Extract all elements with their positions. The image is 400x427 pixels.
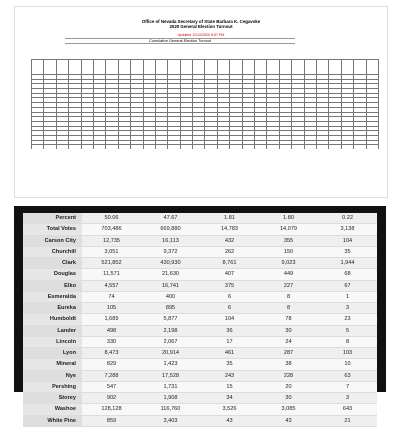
results-row [23, 325, 377, 336]
thumbnail-cell [69, 145, 81, 149]
result-cell: 375 [200, 280, 259, 291]
thumbnail-cell [341, 145, 353, 149]
row-label: Pershing [23, 381, 82, 392]
thumbnail-cell [267, 145, 279, 149]
result-cell: 2,067 [141, 336, 200, 347]
result-cell: 3,051 [82, 246, 141, 257]
results-row [23, 246, 377, 257]
result-cell: 24 [259, 336, 318, 347]
result-cell: 21 [318, 415, 377, 426]
result-cell: 12,735 [82, 235, 141, 246]
thumbnail-header-cell [81, 60, 93, 75]
row-label: Lincoln [23, 336, 82, 347]
result-cell: 68 [318, 269, 377, 280]
row-label: Douglas [23, 269, 82, 280]
thumbnail-cell [354, 145, 366, 149]
thumbnail-header-cell [329, 60, 341, 75]
result-cell: 1,689 [82, 314, 141, 325]
row-label: Churchill [23, 246, 82, 257]
results-row [23, 213, 377, 224]
results-row [23, 280, 377, 291]
result-cell: 859 [82, 415, 141, 426]
result-cell: 104 [318, 235, 377, 246]
report-heading [15, 19, 387, 29]
thumbnail-header-cell [242, 60, 254, 75]
results-row [23, 381, 377, 392]
result-cell: 643 [318, 404, 377, 415]
thumbnail-cell [32, 145, 44, 149]
result-cell: 287 [259, 348, 318, 359]
turnout-report-image [14, 6, 388, 198]
update-note: Updated 11/10/2020 6:57 PM [177, 33, 225, 38]
thumbnail-header-row [32, 60, 379, 75]
cumulative-title: Cumulative General Election Turnout [65, 38, 295, 44]
thumbnail-cell [255, 145, 267, 149]
result-cell: 9,023 [259, 258, 318, 269]
results-row [23, 314, 377, 325]
thumbnail-cell [155, 145, 167, 149]
results-row [23, 269, 377, 280]
results-row [23, 336, 377, 347]
result-cell: 3 [318, 393, 377, 404]
thumbnail-header-cell [69, 60, 81, 75]
results-row [23, 348, 377, 359]
thumbnail-cell [329, 145, 341, 149]
result-cell: 20,914 [141, 348, 200, 359]
result-cell: 17,528 [141, 370, 200, 381]
result-cell: 16,741 [141, 280, 200, 291]
result-cell: 8 [318, 336, 377, 347]
result-cell: 829 [82, 359, 141, 370]
result-cell: 3,138 [318, 224, 377, 235]
results-row [23, 224, 377, 235]
thumbnail-header-cell [255, 60, 267, 75]
result-cell: 103 [318, 348, 377, 359]
result-cell: 355 [259, 235, 318, 246]
thumbnail-header-cell [230, 60, 242, 75]
result-cell: 43 [259, 415, 318, 426]
result-cell: 6 [200, 291, 259, 302]
thumbnail-header-cell [106, 60, 118, 75]
office-title: Office of Nevada Secretary of State Barbara K. Cegavske [141, 19, 261, 24]
result-cell: 8 [259, 291, 318, 302]
result-cell: 1,944 [318, 258, 377, 269]
turnout-table-thumbnail [31, 59, 379, 149]
result-cell: 243 [200, 370, 259, 381]
thumbnail-header-cell [118, 60, 130, 75]
thumbnail-cell [168, 145, 180, 149]
thumbnail-cell [131, 145, 143, 149]
row-label: Humboldt [23, 314, 82, 325]
row-label: Esmeralda [23, 291, 82, 302]
result-cell: 1,908 [141, 393, 200, 404]
results-row [23, 415, 377, 426]
thumbnail-cell [56, 145, 68, 149]
result-cell: 432 [200, 235, 259, 246]
report-title: 2020 General Election Turnout [169, 24, 233, 30]
row-label: White Pine [23, 415, 82, 426]
thumbnail-cell [93, 145, 105, 149]
thumbnail-header-cell [32, 60, 44, 75]
result-cell: 547 [82, 381, 141, 392]
thumbnail-header-cell [366, 60, 378, 75]
thumbnail-row [32, 145, 379, 149]
thumbnail-cell [193, 145, 205, 149]
result-cell: 128,128 [82, 404, 141, 415]
result-cell: 7,288 [82, 370, 141, 381]
thumbnail-header-cell [180, 60, 192, 75]
result-cell: 21,630 [141, 269, 200, 280]
result-cell: 330 [82, 336, 141, 347]
result-cell: 20 [259, 381, 318, 392]
result-cell: 6 [200, 303, 259, 314]
result-cell: 34 [200, 393, 259, 404]
thumbnail-cell [316, 145, 328, 149]
result-cell: 78 [259, 314, 318, 325]
row-label: Eureka [23, 303, 82, 314]
result-cell: 407 [200, 269, 259, 280]
result-cell: 63 [318, 370, 377, 381]
results-row [23, 235, 377, 246]
result-cell: 228 [259, 370, 318, 381]
row-label: Carson City [23, 235, 82, 246]
row-label: Lyon [23, 348, 82, 359]
thumbnail-header-cell [44, 60, 56, 75]
thumbnail-header-cell [93, 60, 105, 75]
results-row [23, 359, 377, 370]
result-cell: 7 [318, 381, 377, 392]
results-row [23, 291, 377, 302]
thumbnail-header-cell [143, 60, 155, 75]
thumbnail-cell [81, 145, 93, 149]
results-table-image [14, 206, 386, 424]
result-cell: 521,852 [82, 258, 141, 269]
result-cell: 47.67 [141, 213, 200, 224]
thumbnail-header-cell [279, 60, 291, 75]
thumbnail-cell [143, 145, 155, 149]
thumbnail-header-cell [131, 60, 143, 75]
row-label: Lander [23, 325, 82, 336]
thumbnail-header-cell [354, 60, 366, 75]
thumbnail-cell [366, 145, 378, 149]
result-cell: 449 [259, 269, 318, 280]
result-cell: 461 [200, 348, 259, 359]
result-cell: 104 [200, 314, 259, 325]
thumbnail-header-cell [193, 60, 205, 75]
result-cell: 35 [200, 359, 259, 370]
results-row [23, 258, 377, 269]
thumbnail-cell [230, 145, 242, 149]
county-results-table [23, 213, 377, 427]
result-cell: 0.22 [318, 213, 377, 224]
thumbnail-header-cell [292, 60, 304, 75]
row-label: Mineral [23, 359, 82, 370]
thumbnail-cell [292, 145, 304, 149]
results-row [23, 370, 377, 381]
result-cell: 11,571 [82, 269, 141, 280]
result-cell: 2,198 [141, 325, 200, 336]
row-label: Nye [23, 370, 82, 381]
thumbnail-header-cell [217, 60, 229, 75]
thumbnail-header-cell [155, 60, 167, 75]
result-cell: 30 [259, 325, 318, 336]
thumbnail-cell [118, 145, 130, 149]
result-cell: 498 [82, 325, 141, 336]
result-cell: 8,473 [82, 348, 141, 359]
result-cell: 3,526 [200, 404, 259, 415]
thumbnail-header-cell [168, 60, 180, 75]
result-cell: 35 [318, 246, 377, 257]
result-cell: 67 [318, 280, 377, 291]
result-cell: 703,486 [82, 224, 141, 235]
row-label: Elko [23, 280, 82, 291]
result-cell: 105 [82, 303, 141, 314]
result-cell: 227 [259, 280, 318, 291]
result-cell: 3 [318, 303, 377, 314]
result-cell: 74 [82, 291, 141, 302]
result-cell: 1,731 [141, 381, 200, 392]
result-cell: 669,880 [141, 224, 200, 235]
result-cell: 400 [141, 291, 200, 302]
thumbnail-header-cell [316, 60, 328, 75]
results-row [23, 393, 377, 404]
result-cell: 902 [82, 393, 141, 404]
result-cell: 5 [318, 325, 377, 336]
row-label: Storey [23, 393, 82, 404]
result-cell: 50.06 [82, 213, 141, 224]
result-cell: 10 [318, 359, 377, 370]
result-cell: 895 [141, 303, 200, 314]
thumbnail-cell [242, 145, 254, 149]
result-cell: 43 [200, 415, 259, 426]
thumbnail-cell [279, 145, 291, 149]
result-cell: 3,085 [259, 404, 318, 415]
result-cell: 15 [200, 381, 259, 392]
result-cell: 14,079 [259, 224, 318, 235]
result-cell: 1.81 [200, 213, 259, 224]
result-cell: 9,372 [141, 246, 200, 257]
row-label: Washoe [23, 404, 82, 415]
results-row [23, 303, 377, 314]
thumbnail-header-cell [205, 60, 217, 75]
row-label: Clark [23, 258, 82, 269]
result-cell: 1 [318, 291, 377, 302]
result-cell: 4,557 [82, 280, 141, 291]
thumbnail-header-cell [341, 60, 353, 75]
result-cell: 14,783 [200, 224, 259, 235]
result-cell: 38 [259, 359, 318, 370]
thumbnail-cell [44, 145, 56, 149]
thumbnail-cell [304, 145, 316, 149]
result-cell: 5,877 [141, 314, 200, 325]
result-cell: 36 [200, 325, 259, 336]
thumbnail-cell [217, 145, 229, 149]
result-cell: 23 [318, 314, 377, 325]
result-cell: 430,930 [141, 258, 200, 269]
turnout-table [31, 59, 379, 149]
result-cell: 150 [259, 246, 318, 257]
result-cell: 30 [259, 393, 318, 404]
result-cell: 262 [200, 246, 259, 257]
result-cell: 116,760 [141, 404, 200, 415]
result-cell: 3,403 [141, 415, 200, 426]
results-row [23, 404, 377, 415]
thumbnail-cell [180, 145, 192, 149]
thumbnail-header-cell [304, 60, 316, 75]
thumbnail-cell [106, 145, 118, 149]
result-cell: 1,423 [141, 359, 200, 370]
result-cell: 17 [200, 336, 259, 347]
thumbnail-header-cell [56, 60, 68, 75]
thumbnail-cell [205, 145, 217, 149]
row-label: Total Votes [23, 224, 82, 235]
result-cell: 8 [259, 303, 318, 314]
result-cell: 8,761 [200, 258, 259, 269]
result-cell: 1.80 [259, 213, 318, 224]
row-label: Percent [23, 213, 82, 224]
result-cell: 16,113 [141, 235, 200, 246]
thumbnail-header-cell [267, 60, 279, 75]
